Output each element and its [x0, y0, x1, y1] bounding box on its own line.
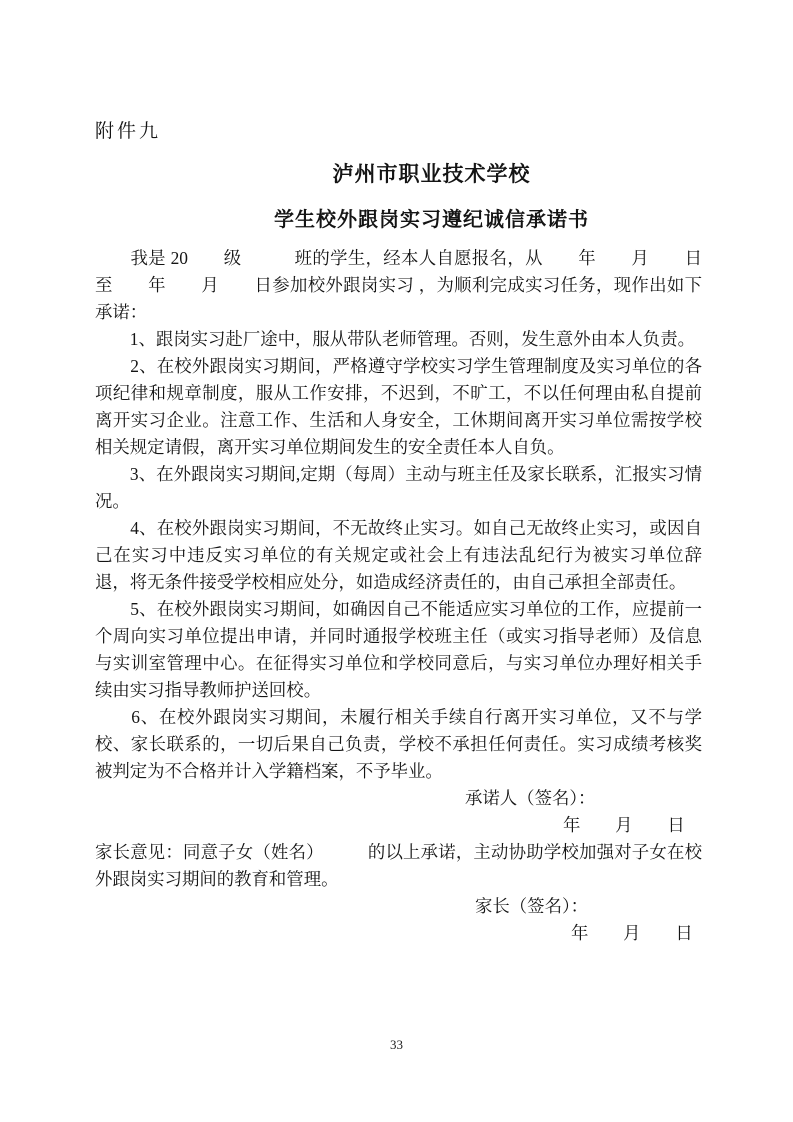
school-title: 泸州市职业技术学校	[332, 163, 531, 186]
commitment-item-2: 2、在校外跟岗实习期间，严格遵守学校实习学生管理制度及实习单位的各项纪律和规章制度，服从工作安排，不迟到，不旷工，不以任何理由私自提前离开实习企业。注意工作、生活和人身安全，工休期间离开实习单位需按学校相关规定请假，离开实习单位期间发生的安全责任本人自负。	[95, 356, 702, 457]
parent-date-line: 年 月 日	[571, 923, 693, 943]
commitment-item-6: 6、在校外跟岗实习期间，未履行相关手续自行离开实习单位，又不与学校、家长联系的，一切后果自己负责，学校不承担任何责任。实习成绩考核奖被判定为不合格并计入学籍档案，不予毕业。	[95, 707, 702, 781]
commitment-item-4: 4、在校外跟岗实习期间，不无故终止实习。如自己无故终止实习，或因自己在实习中违反实习单位的有关规定或社会上有违法乱纪行为被实习单位辞退，将无条件接受学校相应处分，如造成经济责任的，由自己承担全部责任。	[95, 518, 702, 592]
student-date-line: 年 月 日	[563, 815, 685, 835]
doc-title: 学生校外跟岗实习遵纪诚信承诺书	[274, 209, 589, 231]
commitment-item-5: 5、在校外跟岗实习期间，如确因自己不能适应实习单位的工作，应提前一个周向实习单位提出申请，并同时通报学校班主任（或实习指导老师）及信息与实训室管理中心。在征得实习单位和学校同意后，与实习单位办理好相关手续由实习指导教师护送回校。	[95, 599, 702, 700]
commitment-item-1: 1、跟岗实习赴厂途中，服从带队老师管理。否则，发生意外由本人负责。	[95, 329, 695, 349]
page-number: 33	[390, 1037, 403, 1052]
parent-signature-label: 家长（签名）：	[475, 896, 589, 916]
parent-opinion: 家长意见：同意子女（姓名） 的以上承诺，主动协助学校加强对子女在校外跟岗实习期间的教育和管理。	[95, 842, 702, 889]
attachment-label: 附件九	[95, 121, 162, 142]
intro-paragraph: 我是 20 级 班的学生，经本人自愿报名，从 年 月 日至 年 月 日参加校外跟岗实习 ，为顺利完成实习任务，现作出如下承诺：	[95, 248, 702, 322]
commitment-item-3: 3、在外跟岗实习期间,定期（每周）主动与班主任及家长联系，汇报实习情况。	[95, 464, 702, 511]
student-signature-label: 承诺人（签名）：	[465, 788, 596, 808]
